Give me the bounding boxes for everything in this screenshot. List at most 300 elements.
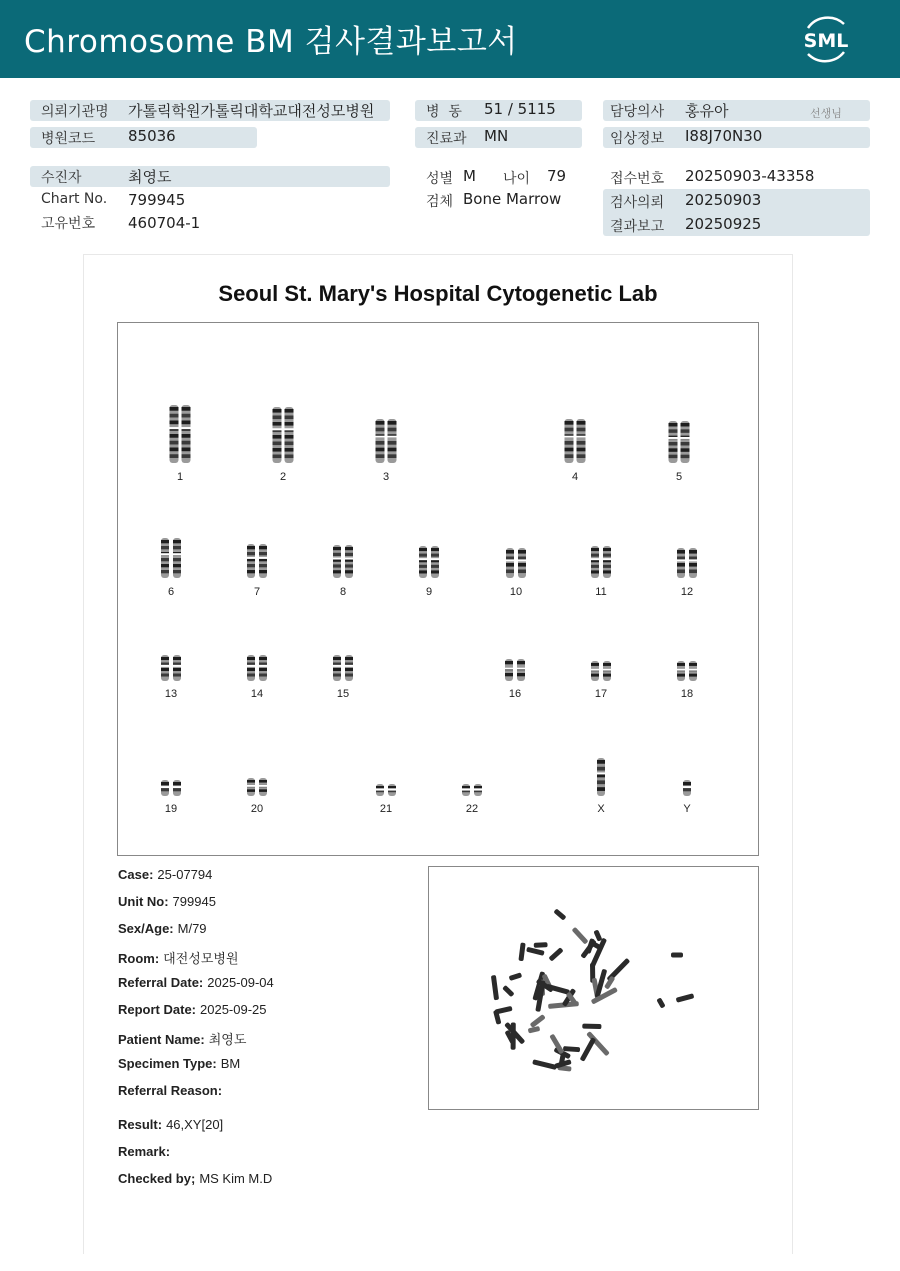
metaphase-chromosome — [671, 953, 683, 958]
chromosome-label: Y — [683, 803, 691, 815]
chromosome-band — [591, 554, 599, 557]
ward-label: 병 동 — [426, 104, 462, 120]
chromosome-band — [259, 564, 267, 567]
case-field-label: Specimen Type: — [118, 1056, 217, 1071]
chromosome-label: X — [597, 803, 605, 815]
chromosome-band — [565, 428, 574, 432]
chromosome-band — [577, 441, 586, 445]
chromosome-band — [506, 550, 514, 554]
metaphase-chromosome — [532, 1059, 557, 1070]
case-field — [118, 894, 216, 909]
centromere — [689, 669, 698, 671]
chromosome-band — [259, 668, 267, 671]
chromosome-band — [161, 540, 169, 543]
chromosome-band — [247, 789, 255, 792]
centromere — [284, 428, 294, 430]
sex-value: M — [463, 167, 476, 185]
chromosome-band — [419, 548, 427, 551]
patient-value: 최영도 — [128, 168, 172, 186]
centromere — [603, 558, 612, 560]
chromosome-pair — [333, 655, 354, 681]
chromosome-band — [577, 454, 586, 458]
chromosome-band — [677, 663, 685, 666]
chromosome-pair — [272, 407, 294, 463]
metaphase-chromosome — [534, 942, 548, 948]
metaphase-chromosome — [676, 993, 695, 1002]
chromosome-band — [285, 416, 294, 420]
case-field-value: 46,XY[20] — [166, 1117, 224, 1132]
chromosome-band — [681, 442, 690, 445]
case-field-label: Unit No: — [118, 894, 169, 909]
centromere — [161, 786, 170, 788]
clinical-label: 임상정보 — [610, 131, 665, 147]
chromosome-band — [333, 553, 341, 556]
clinical-value: I88J70N30 — [685, 127, 763, 145]
chromosome-band — [333, 668, 341, 671]
chromosome-band — [259, 570, 267, 573]
chromosome-band — [603, 565, 611, 568]
chromosome-band — [681, 429, 690, 432]
centromere — [564, 436, 574, 438]
chromosome-band — [518, 550, 526, 554]
centromere — [173, 665, 182, 667]
chromosome-band — [419, 570, 427, 573]
case-field-label: Referral Reason: — [118, 1083, 223, 1098]
chromosome-band — [431, 548, 439, 551]
case-field-value: 2025-09-04 — [207, 975, 274, 990]
chromosome-pair — [375, 419, 397, 463]
chromosome-band — [345, 547, 353, 550]
centromere — [431, 558, 440, 560]
chromosome-band — [603, 663, 611, 666]
centromere — [259, 557, 268, 559]
case-field-label: Referral Date: — [118, 975, 204, 990]
chromosome-band — [285, 448, 294, 452]
chromosome-label: 18 — [680, 688, 694, 700]
case-field-value: 최영도 — [208, 1032, 247, 1047]
chromosome-band — [565, 448, 574, 452]
chromosome-band — [161, 782, 169, 785]
chromosome-band — [591, 548, 599, 551]
chromosome-band — [333, 570, 341, 573]
case-field-label: Report Date: — [118, 1002, 197, 1017]
chromosome-band — [161, 657, 169, 660]
chromosome-band — [285, 442, 294, 446]
chromosome-pair — [591, 546, 612, 578]
chromosome-band — [333, 547, 341, 550]
chromosome-label: 21 — [379, 803, 393, 815]
chromosome-band — [259, 552, 267, 555]
centromere — [388, 789, 397, 791]
chromosome-band — [273, 435, 282, 439]
chromosome-pair — [506, 548, 527, 578]
chromosome-band — [285, 435, 294, 439]
chromosome-band — [419, 565, 427, 568]
chromosome-band — [419, 554, 427, 557]
ward-value: 51 / 5115 — [484, 100, 556, 118]
chromosome-band — [182, 454, 191, 458]
chromosome-band — [273, 409, 282, 413]
metaphase-chromosome — [580, 1037, 597, 1062]
chromosome-band — [170, 448, 179, 452]
chromosome-band — [333, 657, 341, 660]
chromosome-band — [689, 563, 697, 567]
metaphase-chromosome — [509, 972, 523, 981]
chromosome-band — [182, 421, 191, 425]
lab-title: Seoul St. Mary's Hospital Cytogenetic Lab — [218, 281, 658, 306]
chromosome-band — [170, 441, 179, 445]
chromosome-band — [182, 434, 191, 438]
chromosome-band — [505, 661, 513, 664]
logo-text: SML — [803, 30, 849, 52]
chromosome-band — [681, 423, 690, 426]
centromere — [576, 436, 586, 438]
sml-logo — [798, 12, 854, 66]
chromosome-label: 6 — [167, 586, 175, 598]
chromosome-band — [376, 786, 384, 788]
case-field — [118, 1117, 223, 1132]
chromosome-label: 8 — [339, 586, 347, 598]
case-field-label: Result: — [118, 1117, 163, 1132]
chromosome-band — [597, 767, 605, 771]
chromosome-band — [173, 564, 181, 567]
chromosome-band — [161, 788, 169, 791]
chromosome-band — [431, 554, 439, 557]
chromosome-pair — [677, 548, 698, 578]
metaphase-chromosome — [548, 947, 563, 961]
case-field-value: M/79 — [177, 921, 207, 936]
request-label: 검사의뢰 — [610, 195, 665, 211]
chromosome-pair — [161, 780, 182, 796]
chromosome-band — [591, 570, 599, 573]
chromosome-band — [388, 786, 396, 788]
chromosome-pair — [591, 661, 612, 681]
chromosome-band — [333, 674, 341, 677]
metaphase-chromosome — [495, 1006, 513, 1015]
chromosome-band — [603, 554, 611, 557]
chromosome-band — [431, 565, 439, 568]
chromosome-band — [247, 552, 255, 555]
chromosome-band — [173, 558, 181, 561]
centromere — [181, 427, 191, 429]
case-field-value: 799945 — [172, 894, 216, 909]
chromosome-band — [345, 570, 353, 573]
case-field — [118, 921, 207, 936]
dept-value: MN — [484, 127, 509, 145]
chromosome-band — [506, 570, 514, 574]
centromere — [161, 553, 170, 555]
chromosome-band — [388, 428, 397, 432]
chromosome-pair — [419, 546, 440, 578]
chromosome-band — [173, 540, 181, 543]
chromosome-band — [669, 442, 678, 445]
chromosome-band — [247, 668, 255, 671]
chromosome-band — [577, 448, 586, 452]
doctor-label: 담당의사 — [610, 104, 665, 120]
centromere — [474, 789, 483, 791]
chromosome-band — [505, 673, 513, 676]
chromosome-band — [577, 428, 586, 432]
chromosome-pair — [247, 655, 268, 681]
chromosome-band — [161, 546, 169, 549]
chromosome-label: 2 — [279, 471, 287, 483]
chromosome-band — [345, 564, 353, 567]
chart-value: 799945 — [128, 191, 186, 209]
case-field-label: Remark: — [118, 1144, 171, 1159]
metaphase-image — [429, 867, 760, 1111]
chromosome-band — [388, 454, 397, 458]
chromosome-label: 20 — [250, 803, 264, 815]
chromosome-band — [173, 657, 181, 660]
centromere — [333, 665, 342, 667]
patient-label: 수진자 — [41, 170, 82, 186]
chromosome-band — [247, 570, 255, 573]
chromosome-label: 17 — [594, 688, 608, 700]
chromosome-pair — [161, 655, 182, 681]
chromosome-band — [247, 674, 255, 677]
chromosome-band — [565, 454, 574, 458]
chromosome-pair — [668, 421, 690, 463]
chromosome-pair — [683, 780, 692, 796]
chromosome-pair — [677, 661, 698, 681]
centromere — [505, 667, 514, 669]
chromosome-band — [517, 673, 525, 676]
centromere — [591, 558, 600, 560]
chromosome-label: 22 — [465, 803, 479, 815]
chromosome-pair — [564, 419, 586, 463]
chromosome-label: 3 — [382, 471, 390, 483]
centromere — [173, 553, 182, 555]
centromere — [333, 558, 342, 560]
metaphase-chromosome — [491, 975, 499, 1000]
chromosome-band — [597, 780, 605, 784]
chromosome-band — [376, 441, 385, 445]
chromosome-label: 15 — [336, 688, 350, 700]
centromere — [376, 789, 385, 791]
request-value: 20250903 — [685, 191, 762, 209]
chromosome-band — [170, 414, 179, 418]
chromosome-band — [677, 570, 685, 574]
chromosome-band — [173, 788, 181, 791]
chromosome-band — [677, 563, 685, 567]
chromosome-pair — [247, 778, 268, 796]
centromere — [247, 665, 256, 667]
chromosome-band — [591, 674, 599, 677]
chromosome-band — [285, 422, 294, 426]
chromosome-band — [161, 570, 169, 573]
metaphase-chromosome — [502, 985, 515, 997]
chromosome-band — [273, 448, 282, 452]
chromosome-band — [170, 454, 179, 458]
chromosome-label: 13 — [164, 688, 178, 700]
receipt-label: 접수번호 — [610, 171, 665, 187]
chromosome-band — [247, 564, 255, 567]
chromosome-band — [259, 674, 267, 677]
centromere — [683, 786, 692, 788]
chromosome-band — [259, 546, 267, 549]
chromosome-pair — [247, 544, 268, 578]
result-date-label: 결과보고 — [610, 219, 665, 235]
metaphase-chromosome — [528, 1026, 541, 1034]
chromosome-pair — [462, 784, 483, 796]
chromosome-band — [669, 423, 678, 426]
chromosome-pair — [376, 784, 397, 796]
case-field — [118, 867, 212, 882]
chromosome-pair — [169, 405, 191, 463]
centromere — [259, 665, 268, 667]
chromosome-band — [285, 409, 294, 413]
case-field-label: Patient Name: — [118, 1032, 205, 1047]
chromosome-band — [173, 782, 181, 785]
case-field-value: 2025-09-25 — [200, 1002, 267, 1017]
chromosome-band — [345, 553, 353, 556]
chromosome-band — [597, 760, 605, 764]
chromosome-band — [173, 674, 181, 677]
centromere — [169, 427, 179, 429]
chromosome-band — [518, 563, 526, 567]
metaphase-chromosome — [518, 942, 525, 961]
chromosome-band — [161, 668, 169, 671]
chromosome-band — [173, 570, 181, 573]
chromosome-band — [345, 657, 353, 660]
chromosome-band — [689, 570, 697, 574]
case-field-label: Checked by; — [118, 1171, 196, 1186]
chromosome-band — [597, 787, 605, 791]
chromosome-band — [259, 657, 267, 660]
chromosome-band — [518, 570, 526, 574]
case-field-value: BM — [220, 1056, 241, 1071]
centromere — [597, 772, 606, 774]
specimen-value: Bone Marrow — [463, 190, 562, 208]
dept-label: 진료과 — [426, 131, 467, 147]
chromosome-band — [182, 414, 191, 418]
chromosome-band — [388, 421, 397, 425]
age-label: 나이 — [503, 171, 531, 187]
chromosome-band — [376, 421, 385, 425]
chart-label: Chart No. — [41, 191, 108, 207]
karyogram-panel — [117, 322, 759, 856]
chromosome-band — [591, 565, 599, 568]
chromosome-band — [681, 448, 690, 451]
chromosome-band — [388, 441, 397, 445]
age-value: 79 — [547, 167, 567, 185]
chromosome-band — [247, 546, 255, 549]
chromosome-band — [677, 550, 685, 554]
chromosome-band — [591, 663, 599, 666]
centromere — [173, 786, 182, 788]
centromere — [375, 436, 385, 438]
chromosome-band — [273, 455, 282, 459]
chromosome-label: 19 — [164, 803, 178, 815]
centromere — [419, 558, 428, 560]
doctor-value: 홍유아 — [685, 102, 729, 120]
chromosome-band — [376, 454, 385, 458]
centromere — [677, 669, 686, 671]
chromosome-band — [285, 455, 294, 459]
metaphase-chromosome — [572, 927, 589, 945]
chromosome-label: 12 — [680, 586, 694, 598]
chromosome-band — [683, 782, 691, 785]
centromere — [517, 667, 526, 669]
chromosome-pair — [505, 659, 526, 681]
chromosome-band — [517, 661, 525, 664]
centromere — [387, 436, 397, 438]
chromosome-band — [170, 434, 179, 438]
chromosome-band — [474, 786, 482, 788]
page-title: Chromosome BM 검사결과보고서 — [24, 24, 518, 60]
metaphase-chromosome — [563, 1046, 580, 1052]
chromosome-label: 4 — [571, 471, 579, 483]
chromosome-band — [247, 657, 255, 660]
case-field — [118, 1002, 267, 1017]
institution-value: 가톨릭학원가톨릭대학교대전성모병원 — [128, 102, 375, 120]
chromosome-band — [565, 421, 574, 425]
chromosome-band — [273, 442, 282, 446]
chromosome-band — [161, 564, 169, 567]
chromosome-label: 7 — [253, 586, 261, 598]
centromere — [689, 559, 698, 561]
result-date-value: 20250925 — [685, 215, 762, 233]
hospital-code-label: 병원코드 — [41, 131, 96, 147]
chromosome-band — [161, 674, 169, 677]
centromere — [272, 428, 282, 430]
uid-value: 460704-1 — [128, 214, 201, 232]
metaphase-chromosome — [656, 997, 665, 1008]
institution-label: 의뢰기관명 — [41, 104, 109, 120]
centromere — [345, 665, 354, 667]
centromere — [680, 437, 690, 439]
chromosome-label: 5 — [675, 471, 683, 483]
centromere — [247, 557, 256, 559]
chromosome-pair — [161, 538, 182, 578]
chromosome-band — [376, 428, 385, 432]
case-field-label: Sex/Age: — [118, 921, 174, 936]
metaphase-chromosome — [582, 1024, 601, 1029]
case-field — [118, 1029, 246, 1048]
chromosome-band — [273, 422, 282, 426]
centromere — [518, 559, 527, 561]
patient-row — [30, 166, 390, 187]
metaphase-chromosome — [526, 947, 545, 956]
chromosome-band — [247, 780, 255, 783]
chromosome-band — [689, 674, 697, 677]
doctor-suffix: 선생님 — [810, 107, 842, 120]
chromosome-band — [683, 788, 691, 791]
centromere — [668, 437, 678, 439]
metaphase-chromosome — [593, 929, 602, 941]
chromosome-band — [462, 786, 470, 788]
centromere — [247, 785, 256, 787]
centromere — [506, 559, 515, 561]
receipt-value: 20250903-43358 — [685, 167, 815, 185]
chromosome-band — [161, 558, 169, 561]
metaphase-image-panel — [428, 866, 759, 1110]
chromosome-label: 9 — [425, 586, 433, 598]
chromosome-band — [182, 407, 191, 411]
header-bar — [0, 0, 900, 78]
centromere — [677, 559, 686, 561]
chromosome-pair — [597, 758, 606, 796]
case-field — [118, 1171, 272, 1186]
chromosome-band — [669, 429, 678, 432]
case-field-value: 대전성모병원 — [163, 951, 239, 966]
centromere — [603, 669, 612, 671]
sex-label: 성별 — [426, 171, 454, 187]
karyogram — [118, 323, 760, 857]
chromosome-band — [170, 407, 179, 411]
centromere — [259, 785, 268, 787]
metaphase-chromosome — [553, 908, 566, 920]
